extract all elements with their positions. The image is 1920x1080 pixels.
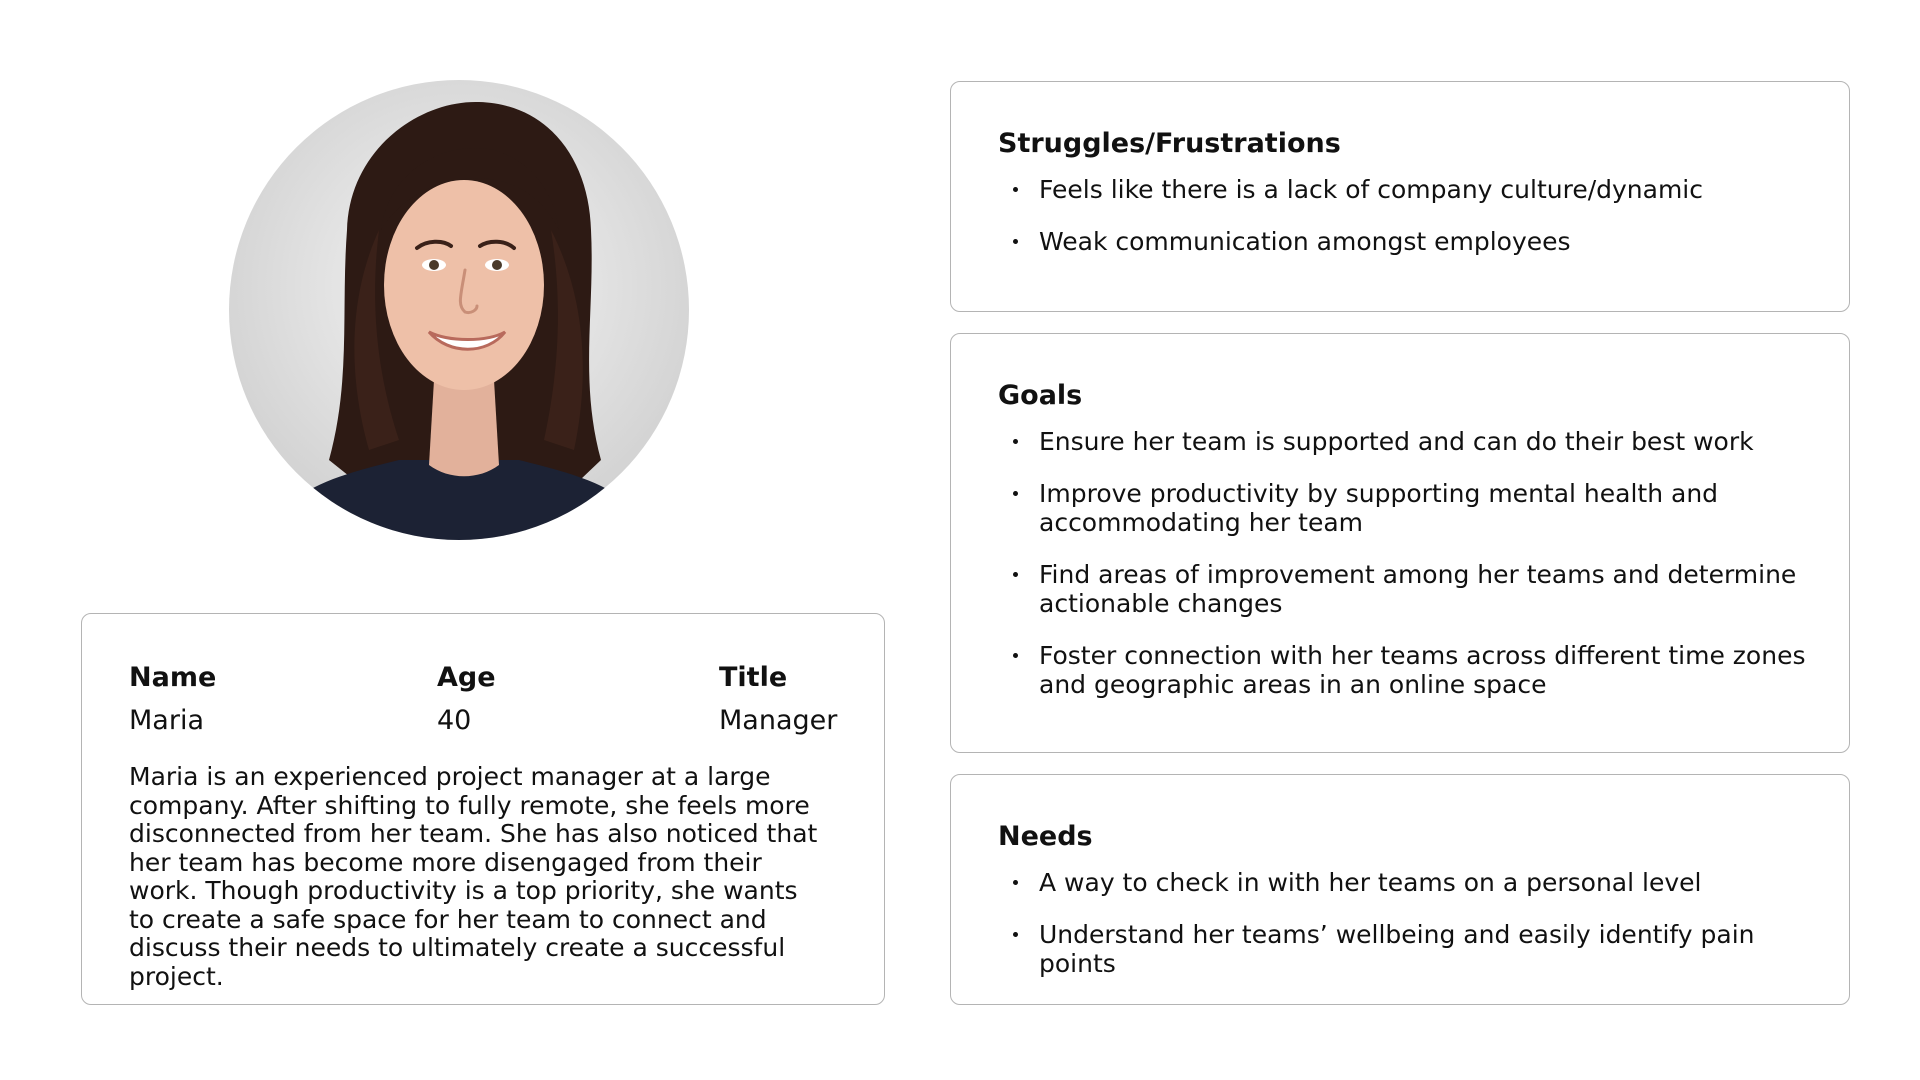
list-item-text: Feels like there is a lack of company culture/dynamic: [1039, 175, 1704, 204]
bullet-icon: [1013, 187, 1018, 192]
list-item-text: Foster connection with her teams across different time zones and geographic areas in an online space: [1039, 641, 1806, 699]
list-item: [998, 175, 1809, 204]
name-field: [129, 661, 216, 738]
age-value: 40: [437, 705, 472, 736]
list-item: [998, 920, 1809, 978]
struggles-heading: Struggles/Frustrations: [998, 128, 1341, 159]
title-field: [719, 661, 837, 738]
needs-heading: Needs: [998, 821, 1093, 852]
profile-card: [81, 613, 885, 1005]
goals-heading: Goals: [998, 380, 1083, 411]
list-item: [998, 427, 1809, 456]
bullet-icon: [1013, 653, 1018, 658]
age-label: Age: [437, 662, 496, 693]
name-label: Name: [129, 662, 217, 693]
bullet-icon: [1013, 880, 1018, 885]
goals-card: [950, 333, 1850, 753]
age-field: [437, 661, 496, 738]
title-label: Title: [719, 662, 788, 693]
profile-info-row: [129, 661, 836, 755]
person-photo-icon: [229, 80, 689, 540]
list-item: [998, 868, 1809, 897]
bullet-icon: [1013, 239, 1018, 244]
bullet-icon: [1013, 932, 1018, 937]
struggles-list: [998, 175, 1809, 256]
list-item: [998, 227, 1809, 256]
goals-list: [998, 427, 1809, 699]
profile-photo: [229, 80, 689, 540]
list-item-text: Weak communication amongst employees: [1039, 227, 1571, 256]
list-item: [998, 560, 1809, 618]
bullet-icon: [1013, 439, 1018, 444]
bullet-icon: [1013, 572, 1018, 577]
list-item-text: Ensure her team is supported and can do their best work: [1039, 427, 1754, 456]
list-item-text: Find areas of improvement among her teams and determine actionable changes: [1039, 560, 1797, 618]
profile-bio: Maria is an experienced project manager at a large company. After shifting to fully remote, she feels more disconnected from her team. She has also noticed that her team has become more disengaged from their work. Though productivity is a top priority, she wants to create a safe space for her team to connect and discuss their needs to ultimately create a successful project.: [129, 762, 818, 991]
needs-list: [998, 868, 1809, 978]
list-item: [998, 641, 1809, 699]
list-item-text: Improve productivity by supporting mental health and accommodating her team: [1039, 479, 1719, 537]
list-item-text: A way to check in with her teams on a personal level: [1039, 868, 1702, 897]
name-value: Maria: [129, 705, 204, 736]
list-item: [998, 479, 1809, 537]
list-item-text: Understand her teams’ wellbeing and easily identify pain points: [1039, 920, 1755, 978]
struggles-card: [950, 81, 1850, 312]
needs-card: [950, 774, 1850, 1005]
title-value: Manager: [719, 705, 838, 736]
bullet-icon: [1013, 491, 1018, 496]
